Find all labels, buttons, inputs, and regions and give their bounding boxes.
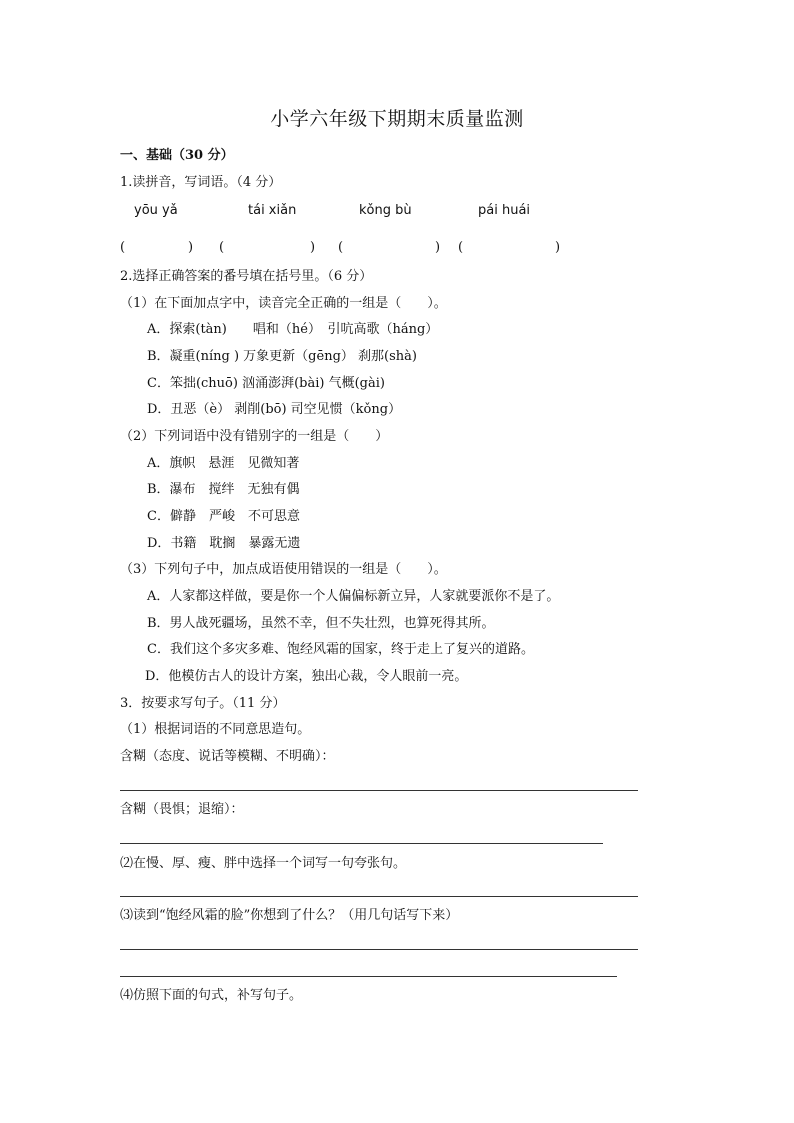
blank-4-open: ( — [458, 240, 464, 255]
hanhu-meaning-1: 含糊（态度、说话等模糊、不明确）： — [120, 749, 335, 764]
option-d: D．丑恶（è） 剥削(bō) 司空见惯（kǒng） — [147, 402, 402, 417]
option-a: A．旗帜 悬涯 见微知著 — [147, 456, 300, 471]
pinyin-row — [0, 203, 794, 223]
blank-4-close: ) — [555, 240, 561, 255]
answer-line — [120, 949, 638, 950]
question-3-2-prompt: ⑵在慢、厚、瘦、胖中选择一个词写一句夸张句。 — [120, 856, 407, 871]
question-3-3-prompt: ⑶读到“饱经风霜的脸”你想到了什么？（用几句话写下来） — [120, 908, 459, 923]
answer-line — [120, 790, 638, 791]
pinyin-1: yōu yǎ — [134, 203, 178, 218]
pinyin-4: pái huái — [478, 203, 531, 218]
option-c: C．僻静 严峻 不可思意 — [147, 509, 300, 524]
blank-3-close: ) — [435, 240, 441, 255]
pinyin-3: kǒng bù — [359, 203, 412, 218]
option-a: A．探索(tàn) 唱和（hé） 引吭高歌（háng） — [147, 322, 439, 337]
option-c: C．我们这个多灾多难、饱经风霜的国家，终于走上了复兴的道路。 — [147, 642, 534, 657]
section-heading: 一、基础（30 分） — [120, 148, 234, 163]
question-2-prompt: 2.选择正确答案的番号填在括号里。（6 分） — [120, 269, 373, 284]
question-3-1-prompt: （1）根据词语的不同意思造句。 — [120, 722, 311, 737]
hanhu-meaning-2: 含糊（畏惧；退缩）： — [120, 802, 244, 817]
question-3-4-prompt: ⑷仿照下面的句式，补写句子。 — [120, 988, 303, 1003]
page-title: 小学六年级下期期末质量监测 — [270, 108, 524, 130]
option-b: B．瀑布 搅绊 无独有偶 — [147, 482, 300, 497]
answer-line — [120, 896, 638, 897]
option-d: D．书籍 耽搁 暴露无遗 — [147, 536, 301, 551]
blank-2-close: ) — [310, 240, 316, 255]
blank-1-close: ) — [188, 240, 194, 255]
option-c: C．笨拙(chuō) 汹涌澎湃(bài) 气概(gài) — [147, 376, 385, 391]
question-2-3-prompt: （3）下列句子中，加点成语使用错误的一组是（ ）。 — [120, 562, 447, 577]
answer-line — [120, 976, 617, 977]
option-a: A．人家都这样做，要是你一个人偏偏标新立异，人家就要派你不是了。 — [147, 589, 560, 604]
question-2-2-prompt: （2）下列词语中没有错别字的一组是（ ） — [120, 429, 389, 444]
blank-3-open: ( — [338, 240, 344, 255]
option-b: B．凝重(níng ) 万象更新（gēng） 刹那(shà) — [147, 349, 417, 364]
question-3-prompt: 3．按要求写句子。（11 分） — [120, 696, 286, 711]
blank-1-open: ( — [120, 240, 126, 255]
blank-2-open: ( — [219, 240, 225, 255]
option-d: D．他模仿古人的设计方案，独出心裁，令人眼前一亮。 — [145, 669, 468, 684]
pinyin-2: tái xiǎn — [248, 203, 297, 218]
option-b: B．男人战死疆场，虽然不幸，但不失壮烈，也算死得其所。 — [147, 616, 495, 631]
answer-line — [120, 843, 603, 844]
question-1-prompt: 1.读拼音，写词语。（4 分） — [120, 175, 282, 190]
question-2-1-prompt: （1）在下面加点字中，读音完全正确的一组是（ ）。 — [120, 296, 447, 311]
answer-blanks-row — [0, 240, 794, 260]
